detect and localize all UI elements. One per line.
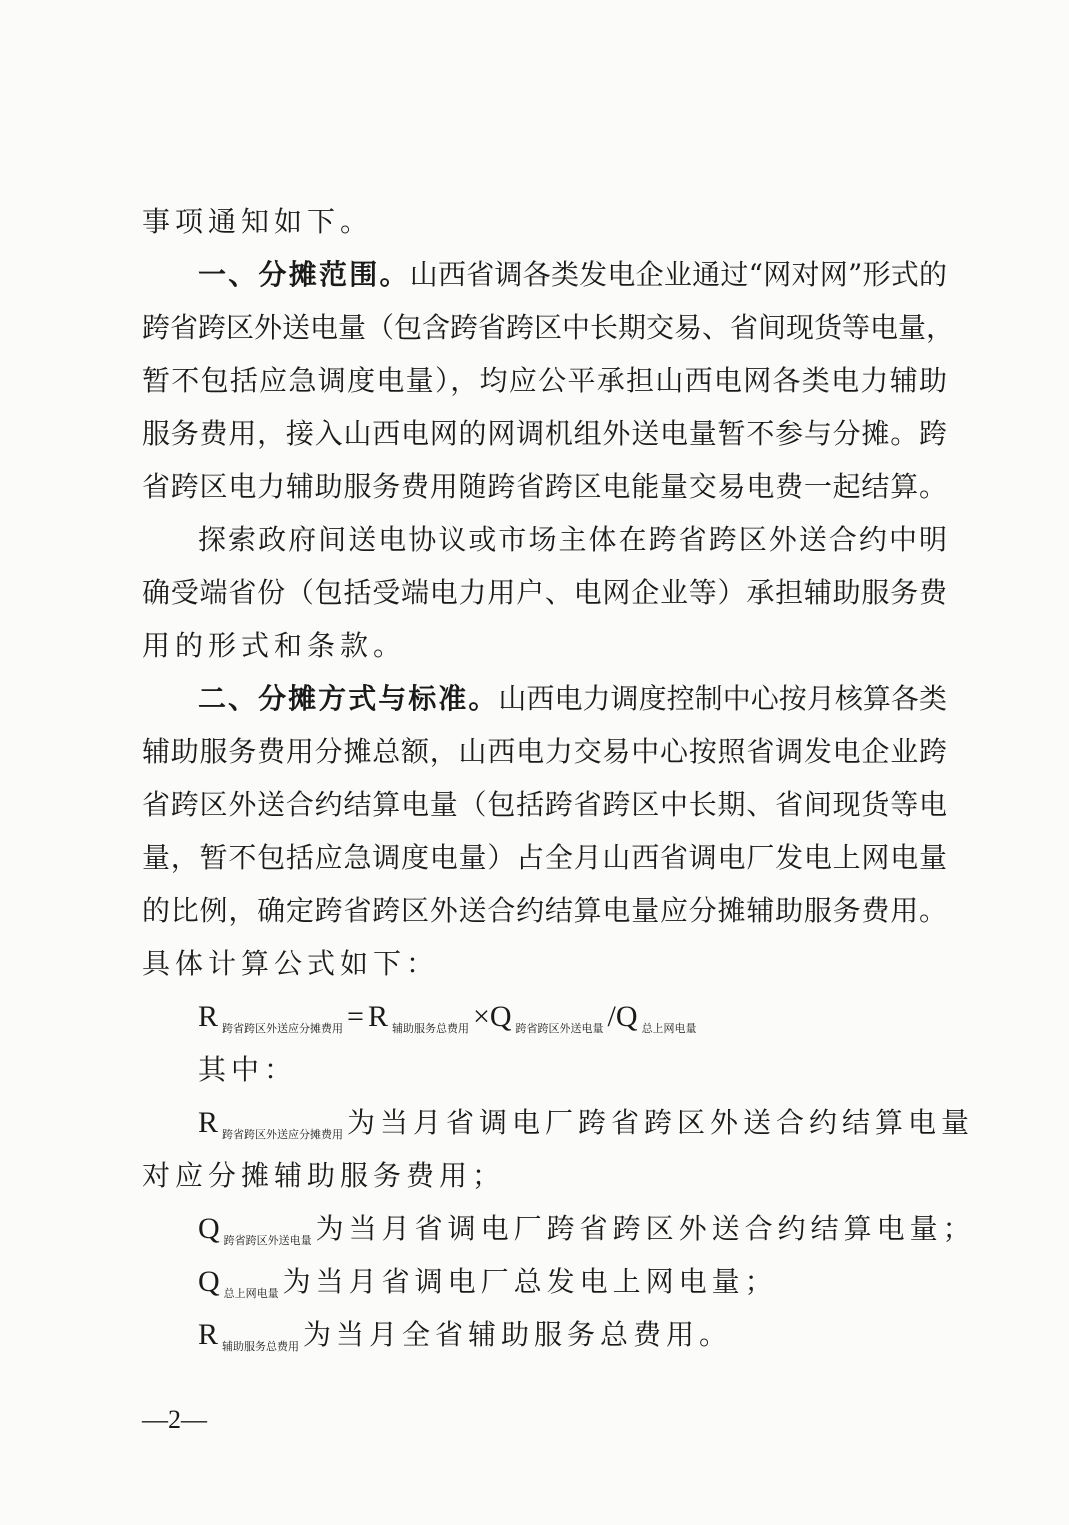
text-line: 省跨区电力辅助服务费用随跨省跨区电能量交易电费一起结算。 <box>142 470 947 503</box>
formula-symbol-r: R <box>198 1106 219 1139</box>
text-line: 事项通知如下。 <box>142 205 374 238</box>
formula-operator: × <box>472 1000 490 1033</box>
definition-text: 为当月省调电厂跨省跨区外送合约结算电量； <box>315 1212 976 1245</box>
formula-subscript: 总上网电量 <box>641 1022 697 1035</box>
formula-subscript: 总上网电量 <box>223 1287 279 1300</box>
definition-text: 为当月省调电厂总发电上网电量； <box>282 1265 778 1298</box>
formula-symbol-q: Q <box>198 1265 220 1298</box>
text-line: 具体计算公式如下： <box>142 947 440 980</box>
text-line: 省跨区外送合约结算电量（包括跨省跨区中长期、省间现货等电 <box>142 788 947 821</box>
formula-symbol-r: R <box>198 1318 219 1351</box>
definition-q-total <box>198 1256 947 1308</box>
text-line: 探索政府间送电协议或市场主体在跨省跨区外送合约中明 <box>198 523 947 556</box>
text-line: 其中： <box>198 1053 298 1086</box>
formula-subscript: 跨省跨区外送应分摊费用 <box>222 1022 344 1035</box>
section-1-first-line <box>198 249 947 301</box>
text-line: 跨省跨区外送电量（包含跨省跨区中长期交易、省间现货等电量， <box>142 311 955 344</box>
formula <box>198 991 947 1043</box>
text-line: 辅助服务费用分摊总额，山西电力交易中心按照省调发电企业跨 <box>142 735 947 768</box>
text-line: 对应分摊辅助服务费用； <box>142 1159 506 1192</box>
formula-operator: = <box>347 1000 364 1033</box>
formula-subscript: 辅助服务总费用 <box>222 1340 300 1353</box>
formula-subscript: 跨省跨区外送电量 <box>223 1234 312 1247</box>
formula-subscript: 跨省跨区外送电量 <box>515 1022 604 1035</box>
section-2-first-line <box>198 673 947 725</box>
definition-q-out <box>198 1203 976 1255</box>
section-2-text: 山西电力调度控制中心按月核算各类 <box>498 682 947 715</box>
definition-r-out <box>198 1097 975 1149</box>
formula-symbol-r: R <box>367 1000 388 1033</box>
section-1-heading: 一、分摊范围。 <box>198 258 410 291</box>
section-2-heading: 二、分摊方式与标准。 <box>198 682 499 715</box>
text-line: 量，暂不包括应急调度电量）占全月山西省调电厂发电上网电量 <box>142 841 947 874</box>
definition-text: 为当月全省辅助服务总费用。 <box>303 1318 733 1351</box>
text-line: 确受端省份（包括受端电力用户、电网企业等）承担辅助服务费 <box>142 576 947 609</box>
formula-symbol-q: Q <box>615 1000 638 1033</box>
text-line: 的比例，确定跨省跨区外送合约结算电量应分摊辅助服务费用。 <box>142 894 947 927</box>
definition-text: 为当月省调电厂跨省跨区外送合约结算电量 <box>347 1106 975 1139</box>
page-number: —2— <box>142 1405 207 1434</box>
formula-symbol-r: R <box>198 1000 219 1033</box>
formula-symbol-q: Q <box>198 1212 220 1245</box>
text-line: 用的形式和条款。 <box>142 629 407 662</box>
section-1-text: 山西省调各类发电企业通过“网对网”形式的 <box>409 258 947 291</box>
text-line: 服务费用，接入山西电网的网调机组外送电量暂不参与分摊。跨 <box>142 417 947 450</box>
formula-operator: / <box>607 1000 616 1033</box>
text-line: 暂不包括应急调度电量），均应公平承担山西电网各类电力辅助 <box>142 364 947 397</box>
definition-r-total <box>198 1309 947 1361</box>
formula-subscript: 辅助服务总费用 <box>391 1022 469 1035</box>
formula-subscript: 跨省跨区外送应分摊费用 <box>222 1128 344 1141</box>
formula-symbol-q: Q <box>489 1000 512 1033</box>
